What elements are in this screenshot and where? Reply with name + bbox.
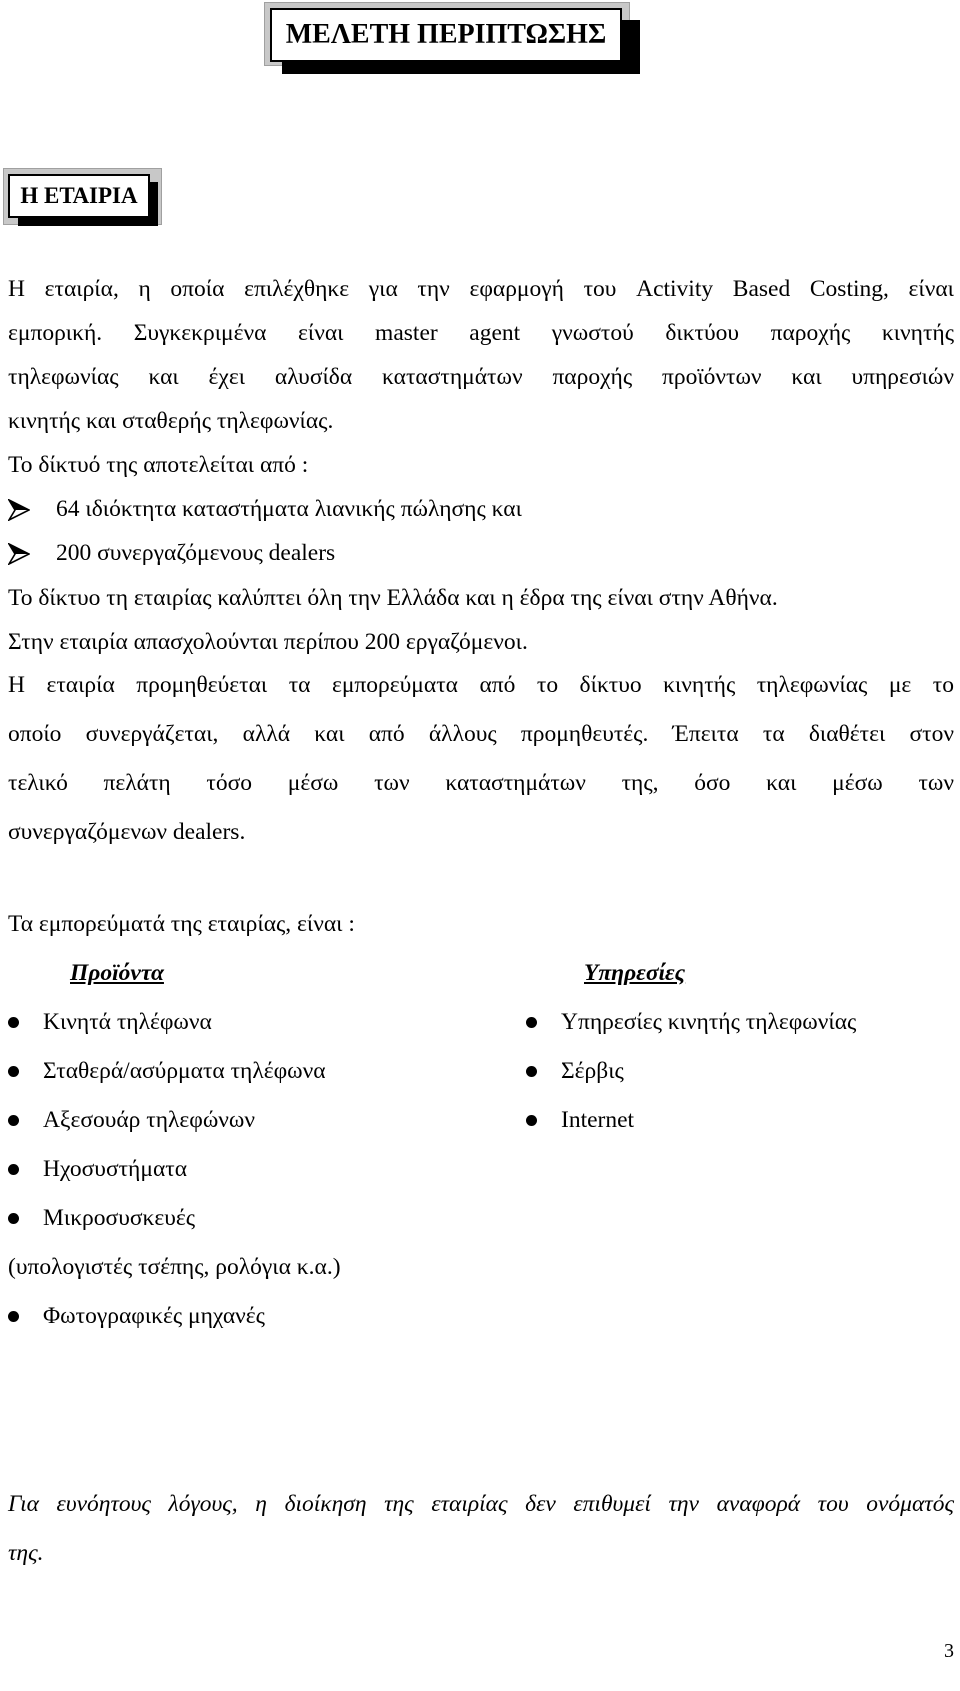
confidentiality-line-1: Για ευνόητους λόγους, η διοίκηση της εταιρίας δεν επιθυμεί την αναφορά του ονόματός [8,1491,954,1517]
network-item-label: 200 συνεργαζόμενους dealers [56,540,336,566]
product-item-1 [8,1009,212,1036]
bullet-icon [8,1311,19,1322]
bullet-icon [526,1017,537,1028]
product-item-5 [8,1205,195,1232]
products-note: (υπολογιστές τσέπης, ρολόγια κ.α.) [8,1254,341,1280]
product-label: Αξεσουάρ τηλεφώνων [43,1107,256,1133]
service-label: Υπηρεσίες κινητής τηλεφωνίας [561,1009,857,1035]
section-title: Η ΕΤΑΙΡΙΑ [8,174,150,218]
confidentiality-line-2: της. [8,1540,44,1566]
arrowhead-bullet-icon [8,543,30,565]
products-heading: Προϊόντα [70,960,164,986]
product-label: Ηχοσυστήματα [43,1156,188,1182]
page-number: 3 [944,1640,954,1662]
supply-line-4: συνεργαζόμενων dealers. [8,819,246,845]
supply-line-1: Η εταιρία προμηθεύεται τα εμπορεύματα από το δίκτυο κινητής τηλεφωνίας με το [8,672,954,698]
supply-line-3: τελικό πελάτη τόσο μέσω των καταστημάτων της, όσο και μέσω των [8,770,954,796]
main-title: ΜΕΛΕΤΗ ΠΕΡΙΠΤΩΣΗΣ [270,8,622,62]
intro-line-2: εμπορική. Συγκεκριμένα είναι master agent γνωστού δικτύου παροχής κινητής [8,320,954,346]
supply-line-2: οποίο συνεργάζεται, αλλά και από άλλους προμηθευτές. Έπειτα τα διαθέτει στον [8,721,954,747]
bullet-icon [8,1017,19,1028]
network-item-2 [8,540,335,567]
bullet-icon [8,1213,19,1224]
intro-line-3: τηλεφωνίας και έχει αλυσίδα καταστημάτων παροχής προϊόντων και υπηρεσιών [8,364,954,390]
bullet-icon [8,1164,19,1175]
bullet-icon [526,1115,537,1126]
product-item-4 [8,1156,187,1183]
network-intro: Το δίκτυό της αποτελείται από : [8,452,309,478]
bullet-icon [8,1066,19,1077]
service-item-1 [526,1009,856,1036]
arrowhead-bullet-icon [8,499,30,521]
product-label: Σταθερά/ασύρματα τηλέφωνα [43,1058,326,1084]
service-label: Internet [561,1107,635,1133]
product-label: Κινητά τηλέφωνα [43,1009,212,1035]
product-item-2 [8,1058,326,1085]
goods-intro: Τα εμπορεύματά της εταιρίας, είναι : [8,911,355,937]
service-label: Σέρβις [561,1058,624,1084]
product-label: Φωτογραφικές μηχανές [43,1303,265,1329]
bullet-icon [526,1066,537,1077]
service-item-2 [526,1058,624,1085]
network-item-label: 64 ιδιόκτητα καταστήματα λιανικής πώλησης και [56,496,522,522]
service-item-3 [526,1107,634,1134]
product-item-6 [8,1303,265,1330]
intro-line-1: Η εταιρία, η οποία επιλέχθηκε για την εφαρμογή του Activity Based Costing, είναι [8,276,954,302]
product-label: Μικροσυσκευές [43,1205,196,1231]
network-item-1 [8,496,522,523]
employees-text: Στην εταιρία απασχολούνται περίπου 200 εργαζόμενοι. [8,629,528,655]
product-item-3 [8,1107,255,1134]
intro-line-4: κινητής και σταθερής τηλεφωνίας. [8,408,334,434]
services-heading: Υπηρεσίες [584,960,686,986]
bullet-icon [8,1115,19,1126]
coverage-text: Το δίκτυο τη εταιρίας καλύπτει όλη την Ελλάδα και η έδρα της είναι στην Αθήνα. [8,585,778,611]
